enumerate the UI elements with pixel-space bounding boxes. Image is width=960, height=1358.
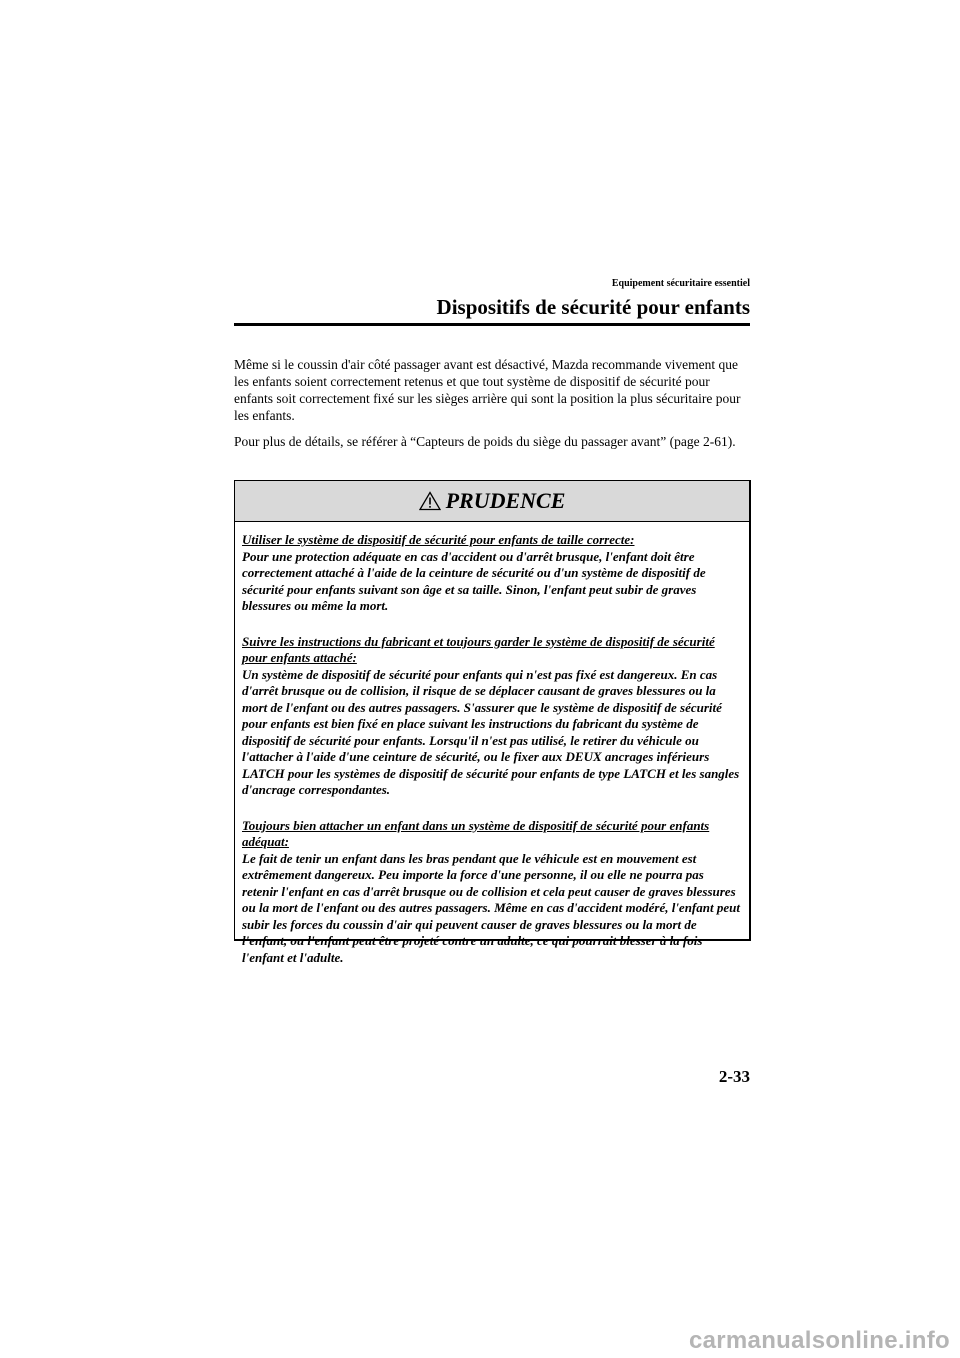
caution-box (234, 480, 751, 965)
caution-item-text: Pour une protection adéquate en cas d'accident ou d'arrêt brusque, l'enfant doit être correctement attaché à l'aide de la ceinture de sécurité ou d'un système de dispositif de sécurité pour enfants suivant son âge et sa taille. Sinon, l'enfant peut subir de graves blessures ou même la mort. (242, 548, 706, 613)
caution-item-text: Un système de dispositif de sécurité pour enfants qui n'est pas fixé est dangereux. En cas d'arrêt brusque ou de collision, il risque de se déplacer causant de graves blessures ou la mort de l'enfant ou des autres passagers. S'assurer que le système de dispositif de sécurité pour enfants est bien fixé en place suivant les instructions du fabricant du système de dispositif de sécurité pour enfants. Lorsqu'il n'est pas utilisé, le retirer du véhicule ou l'attacher à l'aide d'une ceinture de sécurité, ou le fixer aux DEUX ancrages inférieurs LATCH pour les systèmes de dispositif de sécurité pour enfants de type LATCH et les sangles d'ancrage correspondantes. (242, 666, 740, 797)
page-header (234, 278, 750, 319)
caution-item (242, 818, 743, 967)
page-number: 2-33 (718, 1067, 750, 1086)
page-title: Dispositifs de sécurité pour enfants (436, 295, 750, 319)
caution-item-text: Le fait de tenir un enfant dans les bras pendant que le véhicule est en mouvement est extrêmement dangereux. Peu importe la force d'une personne, il ou elle ne pourra pas retenir l'enfant en cas d'arrêt brusque ou de collision et cela peut causer de graves blessures ou la mort de l'enfant ou des autres passagers. Même en cas d'accident modéré, l'enfant peut subir les forces du coussin d'air qui peuvent causer de graves blessures ou la mort de l'enfant, ou l'enfant peut être projeté contre un adulte, ce qui pourrait blesser à la fois l'enfant et l'adulte. (242, 850, 740, 965)
caution-title: PRUDENCE (445, 488, 566, 513)
warning-triangle-icon (419, 491, 441, 511)
intro-paragraph: Même si le coussin d'air côté passager avant est désactivé, Mazda recommande vivement que les enfants soient correctement retenus et que tout système de dispositif de sécurité pour enfants soit correctement fixé sur les sièges arrière qui sont la position la plus sécuritaire pour les enfants. (234, 357, 741, 423)
header-divider (234, 323, 750, 326)
watermark: carmanualsonline.info (688, 1327, 950, 1354)
caution-header (235, 481, 749, 522)
caution-body (235, 522, 749, 966)
caution-item (242, 532, 743, 615)
caution-item-heading: Suivre les instructions du fabricant et toujours garder le système de dispositif de sécurité pour enfants attaché: (242, 633, 715, 665)
caution-item-heading: Toujours bien attacher un enfant dans un système de dispositif de sécurité pour enfants adéquat: (242, 817, 710, 849)
reference-paragraph: Pour plus de détails, se référer à “Capteurs de poids du siège du passager avant” (page 2-61). (234, 434, 736, 449)
caution-item (242, 634, 743, 799)
caution-item-heading: Utiliser le système de dispositif de sécurité pour enfants de taille correcte: (242, 532, 635, 547)
section-label: Equipement sécuritaire essentiel (611, 278, 750, 289)
